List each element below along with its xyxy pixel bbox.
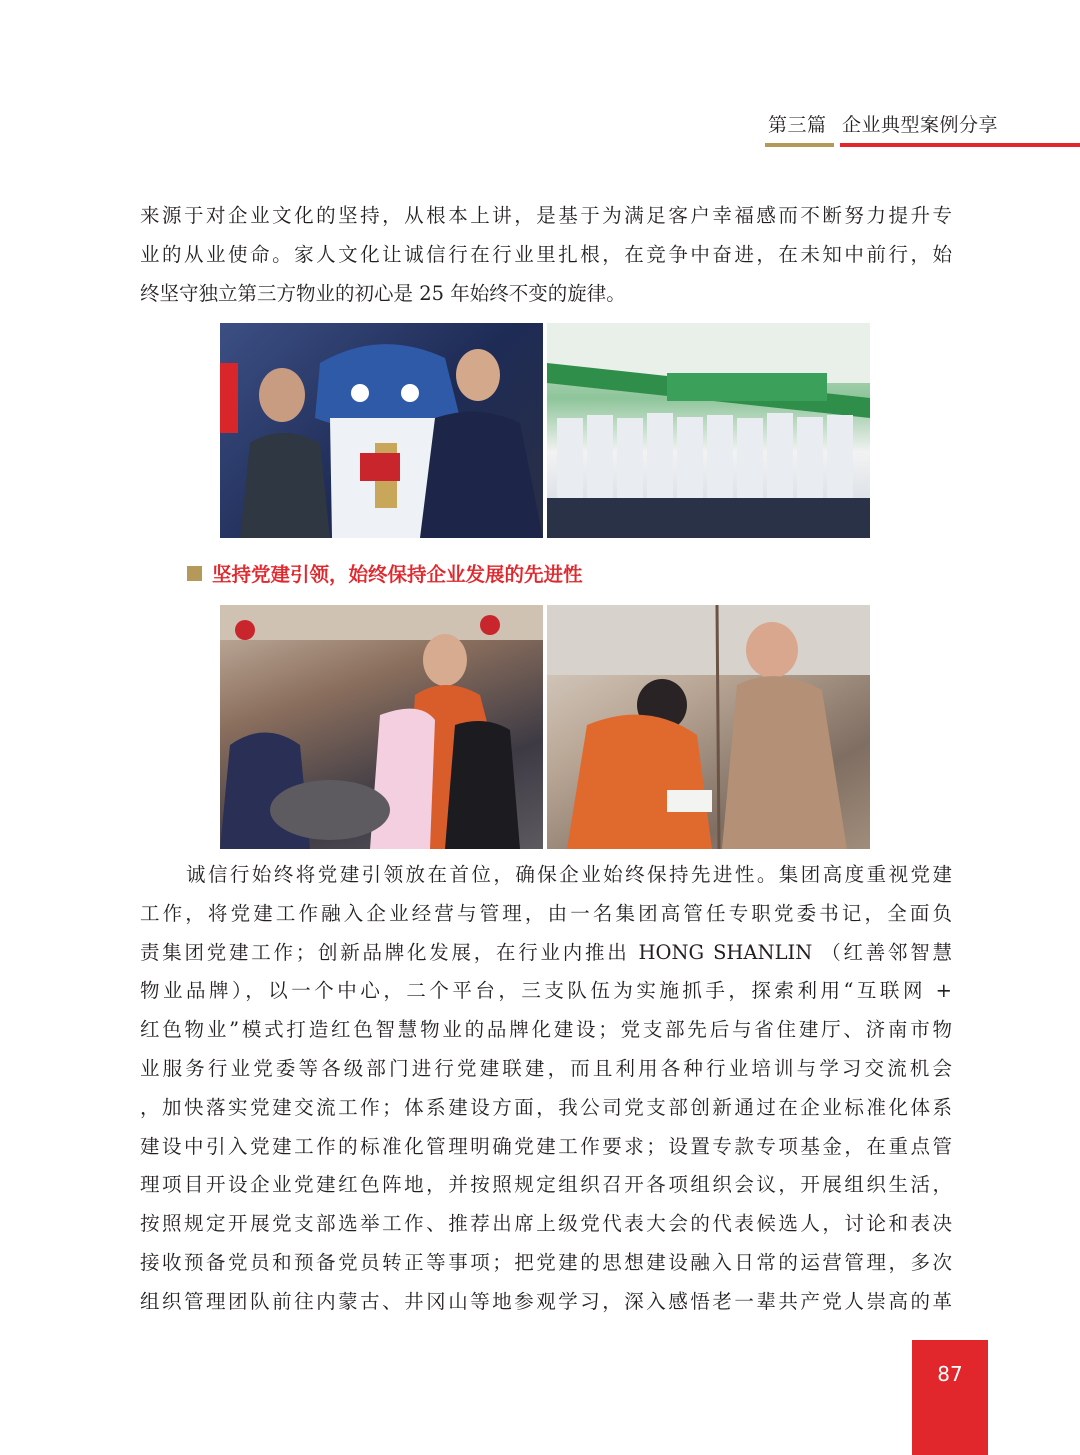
text-line: 接收预备党员和预备党员转正等事项；把党建的思想建设融入日常的运营管理，多次 (140, 1250, 952, 1274)
text-line: 业的从业使命。家人文化让诚信行在行业里扎根，在竞争中奋进，在未知中前行，始 (140, 242, 952, 266)
header-chapter-title: 企业典型案例分享 (842, 114, 999, 136)
text-line: 建设中引入党建工作的标准化管理明确党建工作要求；设置专款专项基金，在重点管 (140, 1134, 952, 1158)
text-line: 物业品牌），以一个中心，二个平台，三支队伍为实施抓手，探索利用“互联网 + (140, 979, 952, 1003)
text-line: 业服务行业党委等各级部门进行党建联建，而且利用各种行业培训与学习交流机会 (140, 1056, 952, 1080)
text-line: 终坚守独立第三方物业的初心是 25 年始终不变的旋律。 (140, 281, 626, 305)
text-line: 来源于对企业文化的坚持，从根本上讲，是基于为满足客户幸福感而不断努力提升专 (140, 204, 952, 227)
running-header (0, 104, 1080, 150)
body-paragraph-1 (140, 197, 952, 313)
text-line: 组织管理团队前往内蒙古、井冈山等地参观学习，深入感悟老一辈共产党人崇高的革 (140, 1289, 952, 1313)
photo-family-gathering (220, 605, 543, 849)
text-line: 诚信行始终将党建引领放在首位，确保企业始终保持先进性。集团高度重视党建 (186, 863, 952, 886)
text-line: ，加快落实党建交流工作；体系建设方面，我公司党支部创新通过在企业标准化体系 (140, 1095, 952, 1119)
page-number: 87 (937, 1362, 963, 1386)
text-line: 按照规定开展党支部选举工作、推荐出席上级党代表大会的代表候选人，讨论和表决 (140, 1212, 952, 1236)
text-line: 理项目开设企业党建红色阵地，并按照规定组织召开各项组织会议，开展组织生活， (140, 1173, 952, 1197)
text-line: 责集团党建工作；创新品牌化发展，在行业内推出 HONG SHANLIN （红善邻智慧 (140, 940, 952, 964)
page-number-box (912, 1340, 988, 1455)
photo-tree-tagging (547, 605, 870, 849)
body-paragraph-2 (140, 856, 952, 1322)
header-part-label: 第三篇 (768, 114, 827, 136)
header-rule-red (840, 143, 1080, 147)
square-bullet-icon (187, 566, 202, 581)
text-line: 红色物业”模式打造红色智慧物业的品牌化建设；党支部先后与省住建厅、济南市物 (140, 1018, 952, 1042)
text-line: 工作，将党建工作融入企业经营与管理，由一名集团高管任专职党委书记，全面负 (140, 901, 952, 925)
photo-team-exhibition (547, 323, 870, 538)
header-rule-gold (765, 143, 834, 147)
photo-mascot-handshake (220, 323, 543, 538)
section-title: 坚持党建引领，始终保持企业发展的先进性 (212, 563, 583, 586)
